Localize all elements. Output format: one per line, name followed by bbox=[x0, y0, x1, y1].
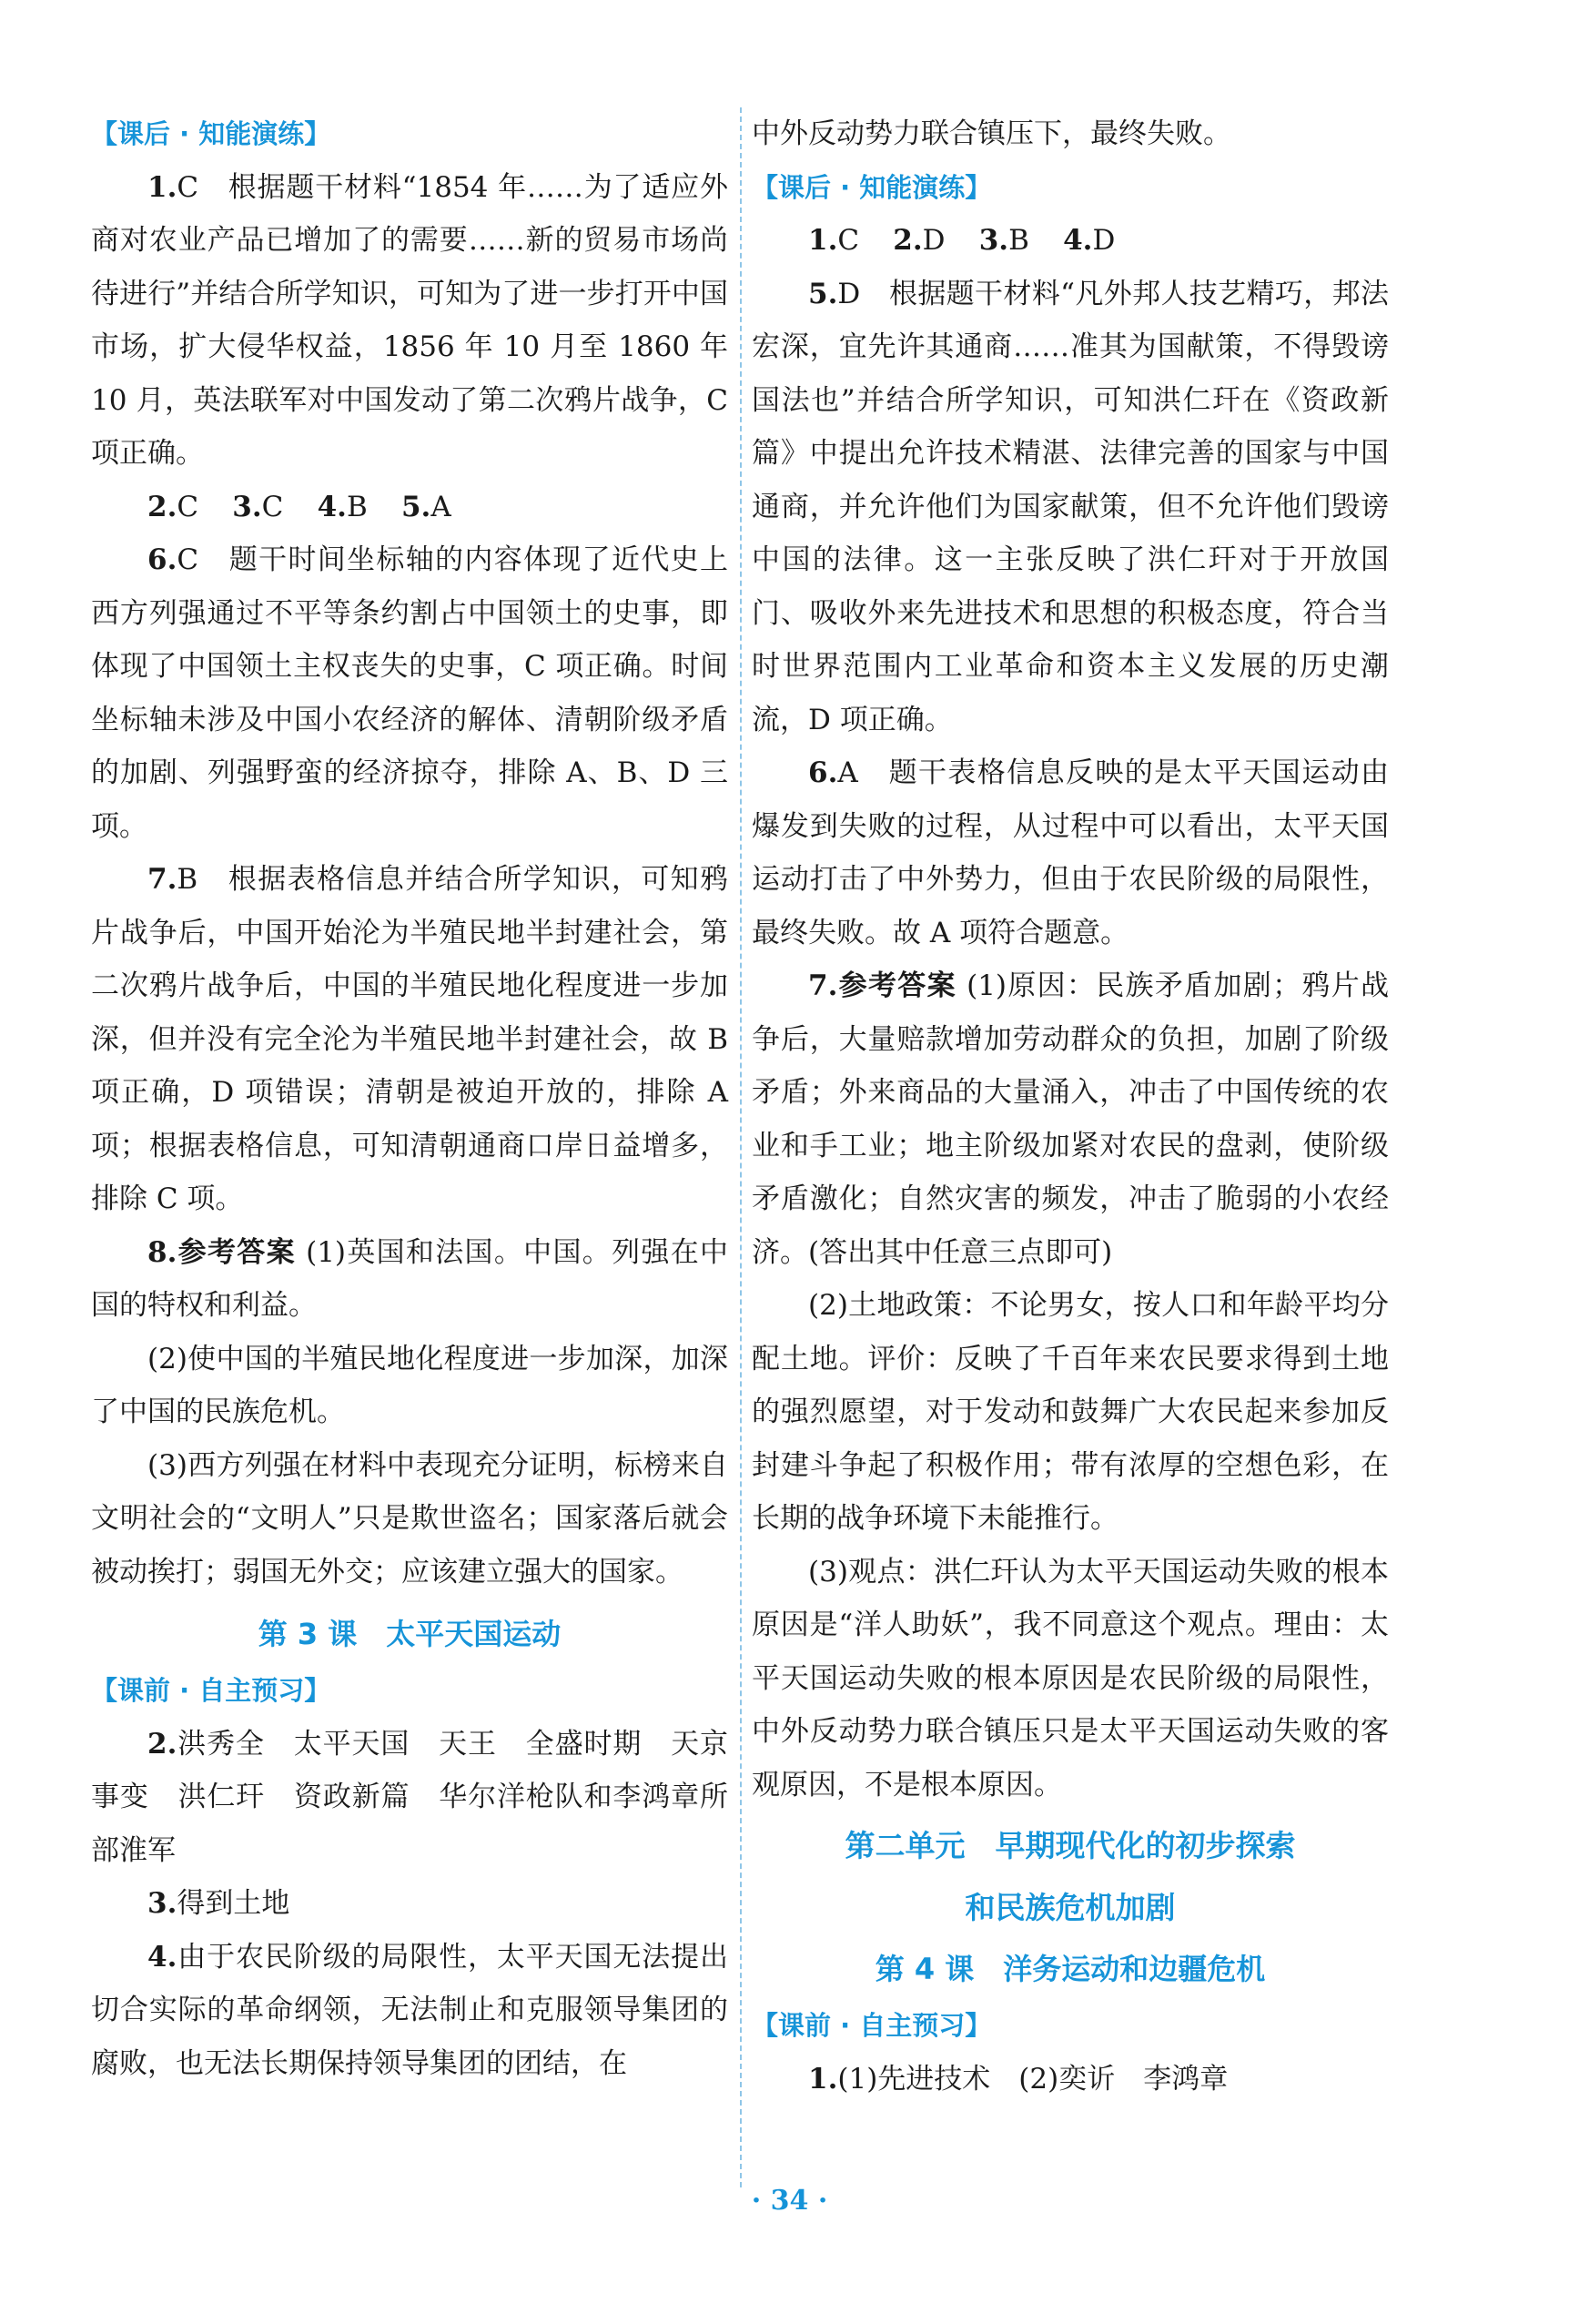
lesson-title: 第 4 课 洋务运动和边疆危机 bbox=[875, 1952, 1266, 1986]
answer-item bbox=[91, 853, 728, 1226]
item-number: 4. bbox=[147, 1940, 177, 1974]
item-answer: A bbox=[430, 490, 451, 523]
answer-item bbox=[91, 1931, 728, 2091]
lesson-title: 第 3 课 太平天国运动 bbox=[258, 1617, 562, 1651]
answer-item-group bbox=[91, 481, 728, 534]
item-number: 6. bbox=[808, 756, 838, 789]
answer-item bbox=[91, 1718, 728, 1878]
section-tag-pre-class: 【课前 · 自主预习】 bbox=[752, 2010, 992, 2041]
reference-answer-label: 参考答案 bbox=[837, 969, 957, 1002]
answer-item bbox=[752, 268, 1389, 747]
answer-item bbox=[91, 1226, 728, 1333]
item-text: (1)先进技术 (2)奕䜣 李鸿章 bbox=[837, 2062, 1229, 2096]
item-number: 1. bbox=[808, 2062, 838, 2096]
column-divider bbox=[740, 107, 742, 2187]
item-answer: C bbox=[261, 490, 284, 523]
item-number: 4. bbox=[317, 490, 347, 523]
item-text: (1)原因：民族矛盾加剧；鸦片战争后，大量赔款增加劳动群众的负担，加剧了阶级矛盾；外来商品的大量涌入，冲击了中国传统的农业和手工业；地主阶级加紧对农民的盘剥，使阶级矛盾激化；自然灾害的频发，冲击了脆弱的小农经济。(答出其中任意三点即可) bbox=[752, 969, 1390, 1269]
item-number: 7. bbox=[808, 969, 838, 1002]
item-number: 3. bbox=[978, 224, 1009, 257]
item-number: 4. bbox=[1063, 224, 1093, 257]
item-number: 6. bbox=[147, 543, 177, 576]
item-number: 3. bbox=[147, 1887, 177, 1920]
right-column bbox=[752, 107, 1389, 2106]
left-column bbox=[91, 107, 728, 2090]
item-text: A 题干表格信息反映的是太平天国运动由爆发到失败的过程，从过程中可以看出，太平天国运动打击了中外势力，但由于农民阶级的局限性，最终失败。故 A 项符合题意。 bbox=[752, 756, 1389, 949]
answer-item bbox=[91, 161, 728, 481]
item-text: 由于农民阶级的局限性，太平天国无法提出切合实际的革命纲领，无法制止和克服领导集团的腐败，也无法长期保持领导集团的团结，在 bbox=[91, 1940, 728, 2080]
answer-item bbox=[91, 1877, 728, 1931]
unit-title-line-1: 第二单元 早期现代化的初步探索 bbox=[845, 1828, 1296, 1863]
item-number: 7. bbox=[147, 863, 177, 896]
item-number: 3. bbox=[232, 490, 262, 523]
answer-item bbox=[752, 2053, 1389, 2106]
continued-text: 中外反动势力联合镇压下，最终失败。 bbox=[752, 117, 1231, 150]
item-text: (1)英国和法国。中国。列强在中国的特权和利益。 bbox=[91, 1235, 729, 1322]
answer-subitem: (3)西方列强在材料中表现充分证明，标榜来自文明社会的“文明人”只是欺世盗名；国家落后就会被动挨打；弱国无外交；应该建立强大的国家。 bbox=[91, 1448, 728, 1588]
item-number: 5. bbox=[400, 490, 431, 523]
item-text: C 根据题干材料“1854 年……为了适应外商对农业产品已增加了的需要……新的贸易市场尚待进行”并结合所学知识，可知为了进一步打开中国市场，扩大侵华权益，1856 年 10 月至 1860 年 10 月，英法联军对中国发动了第二次鸦片战争，C 项正确。 bbox=[91, 170, 728, 470]
item-answer: D bbox=[922, 224, 946, 257]
item-number: 8. bbox=[147, 1235, 177, 1269]
unit-title-line-2: 和民族危机加剧 bbox=[965, 1890, 1176, 1925]
reference-answer-label: 参考答案 bbox=[177, 1235, 296, 1269]
page-number: · 34 · bbox=[751, 2185, 828, 2217]
item-number: 1. bbox=[147, 170, 177, 204]
item-number: 5. bbox=[808, 277, 838, 310]
item-text: 得到土地 bbox=[177, 1887, 290, 1920]
item-text: B 根据表格信息并结合所学知识，可知鸦片战争后，中国开始沦为半殖民地半封建社会，第二次鸦片战争后，中国的半殖民地化程度进一步加深，但并没有完全沦为半殖民地半封建社会，故 B 项正确，D 项错误；清朝是被迫开放的，排除 A 项；根据表格信息，可知清朝通商口岸日益增多，排除 C 项。 bbox=[91, 863, 728, 1215]
item-number: 2. bbox=[147, 1727, 177, 1761]
section-tag-pre-class: 【课前 · 自主预习】 bbox=[91, 1675, 331, 1706]
answer-item bbox=[752, 959, 1389, 1279]
answer-subitem: (2)土地政策：不论男女，按人口和年龄平均分配土地。评价：反映了千百年来农民要求得到土地的强烈愿望，对于发动和鼓舞广大农民起来参加反封建斗争起了积极作用；带有浓厚的空想色彩，在长期的战争环境下未能推行。 bbox=[752, 1289, 1389, 1535]
answer-item-group bbox=[752, 214, 1389, 268]
item-number: 1. bbox=[808, 224, 838, 257]
item-answer: B bbox=[346, 490, 368, 523]
answer-item bbox=[91, 533, 728, 853]
item-answer: C bbox=[837, 224, 860, 257]
answer-subitem: (3)观点：洪仁玕认为太平天国运动失败的根本原因是“洋人助妖”，我不同意这个观点。理由：太平天国运动失败的根本原因是农民阶级的局限性，中外反动势力联合镇压只是太平天国运动失败的客观原因，不是根本原因。 bbox=[752, 1555, 1389, 1801]
item-number: 2. bbox=[147, 490, 177, 523]
item-answer: C bbox=[177, 490, 199, 523]
item-number: 2. bbox=[893, 224, 923, 257]
section-tag-post-class: 【课后 · 知能演练】 bbox=[752, 171, 992, 203]
item-text: C 题干时间坐标轴的内容体现了近代史上西方列强通过不平等条约割占中国领土的史事，即体现了中国领土主权丧失的史事，C 项正确。时间坐标轴未涉及中国小农经济的解体、清朝阶级矛盾的加剧、列强野蛮的经济掠夺，排除 A、B、D 三项。 bbox=[91, 543, 728, 843]
item-answer: B bbox=[1008, 224, 1029, 257]
item-answer: D bbox=[1092, 224, 1116, 257]
answer-item bbox=[752, 746, 1389, 959]
item-text: 洪秀全 太平天国 天王 全盛时期 天京事变 洪仁玕 资政新篇 华尔洋枪队和李鸿章所部淮军 bbox=[91, 1727, 728, 1867]
item-text: D 根据题干材料“凡外邦人技艺精巧，邦法宏深，宜先许其通商……准其为国献策，不得毁谤国法也”并结合所学知识，可知洪仁玕在《资政新篇》中提出允许技术精湛、法律完善的国家与中国通商，并允许他们为国家献策，但不允许他们毁谤中国的法律。这一主张反映了洪仁玕对于开放国门、吸收外来先进技术和思想的积极态度，符合当时世界范围内工业革命和资本主义发展的历史潮流，D 项正确。 bbox=[752, 277, 1389, 736]
section-tag-post-class: 【课后 · 知能演练】 bbox=[91, 118, 331, 149]
answer-subitem: (2)使中国的半殖民地化程度进一步加深，加深了中国的民族危机。 bbox=[91, 1342, 728, 1428]
